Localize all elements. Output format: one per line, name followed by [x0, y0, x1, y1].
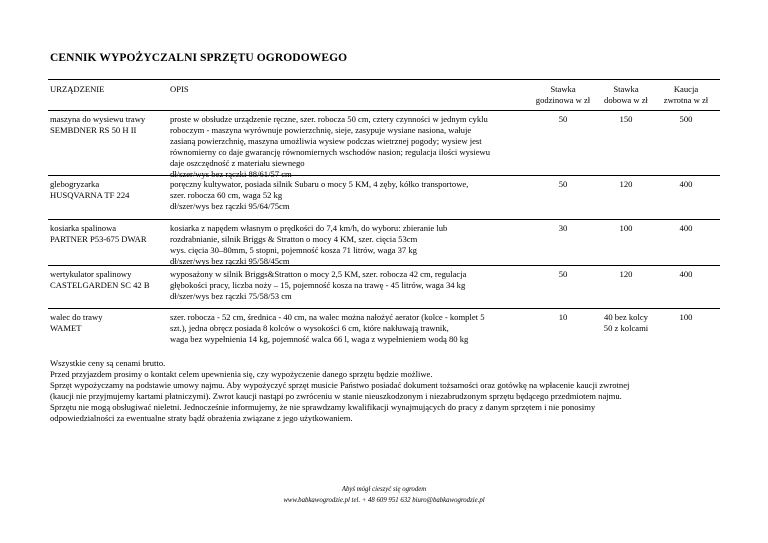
device-name-line: walec do trawy	[50, 312, 103, 322]
device-description-line: waga bez wypełnienia 14 kg, pojemność walca 66 l, waga z wypełnieniem wodą 80 kg	[170, 334, 469, 344]
hourly-rate	[530, 179, 596, 190]
device-description	[170, 179, 468, 212]
device-name-line: kosiarka spalinowa	[50, 223, 117, 233]
hourly-rate-line: 50	[558, 269, 568, 279]
daily-rate-line: 150	[619, 114, 633, 124]
row-divider	[48, 308, 720, 309]
device-description-line: kosiarka z napędem własnym o prędkości do 7,4 km/h, do wyboru: zbieranie lub	[170, 223, 448, 233]
note-line: Wszystkie ceny są cenami brutto.	[50, 358, 166, 368]
footer-tagline: Abyś mógł cieszyć się ogrodem	[341, 486, 427, 493]
device-name	[50, 223, 147, 245]
note-line: Sprzęt wypożyczamy na podstawie umowy najmu. Aby wypożyczyć sprzęt musicie Państwo posiadać dokument tożsamości oraz gotówkę na wpłacenie kaucji zwrotnej	[50, 380, 630, 390]
header-deposit	[656, 84, 716, 106]
header-daily-line2: dobowa w zł	[604, 95, 648, 105]
daily-rate	[596, 223, 656, 234]
table-rule-header	[48, 110, 720, 111]
deposit-amount-line: 400	[679, 269, 693, 279]
device-name-line: glebogryzarka	[50, 179, 100, 189]
row-divider	[48, 265, 720, 266]
device-description-line: szer. robocza - 52 cm, średnica - 40 cm, na walec można nałożyć aerator (kolce - komplet 5	[170, 312, 485, 322]
deposit-amount	[656, 223, 716, 234]
page-title: CENNIK WYPOŻYCZALNI SPRZĘTU OGRODOWEGO	[50, 52, 348, 64]
hourly-rate	[530, 114, 596, 125]
device-description	[170, 312, 485, 345]
header-daily-rate	[596, 84, 656, 106]
daily-rate	[596, 269, 656, 280]
device-description	[170, 223, 447, 267]
hourly-rate-line: 30	[558, 223, 568, 233]
header-deposit-line1: Kaucja	[673, 84, 699, 94]
device-description	[170, 114, 490, 180]
note-line: (kaucji nie przyjmujemy kartami płatniczymi). Zwrot kaucji nastąpi po zwróceniu w stanie nieuszkodzonym i niezabrudzonym sprzętu będącego przedmiotem najmu.	[50, 391, 622, 401]
device-description-line: szt.), jedna obręcz posiada 8 kolców o wysokości 6 cm, które nakłuwają trawnik,	[170, 323, 449, 333]
daily-rate	[596, 114, 656, 125]
header-description: OPIS	[170, 84, 189, 94]
header-hourly-line1: Stawka	[550, 84, 576, 94]
header-device: URZĄDZENIE	[50, 84, 105, 94]
notes	[50, 358, 730, 424]
device-name-line: wertykulator spalinowy	[50, 269, 132, 279]
deposit-amount-line: 500	[679, 114, 693, 124]
hourly-rate-line: 50	[558, 114, 568, 124]
device-description-line: szer. robocza 60 cm, waga 52 kg	[170, 190, 283, 200]
device-name-line: SEMBDNER RS 50 H II	[50, 125, 137, 135]
daily-rate	[596, 312, 656, 334]
device-name	[50, 269, 150, 291]
hourly-rate	[530, 312, 596, 323]
deposit-amount	[656, 312, 716, 323]
device-name-line: maszyna do wysiewu trawy	[50, 114, 146, 124]
footer-contact: www.babkawogrodzie.pl tel. + 48 609 951 632 biuro@babkawogrodzie.pl	[283, 497, 485, 504]
note-line: Przed przyjazdem prosimy o kontakt celem upewnienia się, czy wypożyczenie danego sprzętu będzie możliwe.	[50, 369, 433, 379]
device-name	[50, 179, 129, 201]
daily-rate-line: 100	[619, 223, 633, 233]
device-description-line: rozdrabnianie, silnik Briggs & Stratton o mocy 4 KM, szer. cięcia 53cm	[170, 234, 418, 244]
device-description-line: równomierny co daje gwarancję równomiernych wschodów nasion; regulacja ilości wysiewu	[170, 147, 491, 157]
device-name-line: WAMET	[50, 323, 82, 333]
hourly-rate-line: 10	[558, 312, 568, 322]
header-hourly-line2: godzinowa w zł	[535, 95, 591, 105]
device-description-line: dł/szer/wys bez rączki 88/61/57 cm	[170, 169, 292, 179]
hourly-rate	[530, 269, 596, 280]
note-line: odpowiedzialności za ewentualne straty bądź obrażenia związane z jego użytkowaniem.	[50, 413, 353, 423]
device-description-line: dł/szer/wys bez rączki 75/58/53 cm	[170, 291, 292, 301]
daily-rate	[596, 179, 656, 190]
device-description-line: roboczym - maszyna wyrównuje powierzchnię, sieje, zasypuje wysiane nasiona, wałuje	[170, 125, 472, 135]
deposit-amount-line: 400	[679, 223, 693, 233]
deposit-amount	[656, 269, 716, 280]
row-divider	[48, 175, 720, 176]
hourly-rate	[530, 223, 596, 234]
device-description-line: proste w obsłudze urządzenie ręczne, szer. robocza 50 cm, cztery czynności w jednym cyklu	[170, 114, 488, 124]
header-deposit-line2: zwrotna w zł	[663, 95, 709, 105]
daily-rate-line: 40 bez kolcy	[604, 312, 648, 322]
device-description-line: dł/szer/wys bez rączki 95/64/75cm	[170, 201, 290, 211]
daily-rate-line: 120	[619, 179, 633, 189]
device-description-line: poręczny kultywator, posiada silnik Subaru o mocy 5 KM, 4 zęby, kółko transportowe,	[170, 179, 469, 189]
device-description	[170, 269, 466, 302]
device-name-line: CASTELGARDEN SC 42 B	[50, 280, 150, 290]
device-description-line: zasianą powierzchnię, maszyna umożliwia wysiew podczas wietrznej pogody; wysiew jest	[170, 136, 482, 146]
header-daily-line1: Stawka	[613, 84, 639, 94]
device-description-line: głębokości pracy, liczba noży – 15, pojemność kosza na trawę - 45 litrów, waga 34 kg	[170, 280, 466, 290]
note-line: Sprzętu nie mogą obsługiwać nieletni. Jednocześnie informujemy, że nie sprawdzamy kwalifikacji wynajmujących do pracy z danym sprzętem i nie ponosimy	[50, 402, 596, 412]
device-name	[50, 114, 145, 136]
device-description-line: daje oszczędność z materiału siewnego	[170, 158, 305, 168]
deposit-amount-line: 100	[679, 312, 693, 322]
device-name-line: PARTNER P53-675 DWAR	[50, 234, 147, 244]
device-name	[50, 312, 103, 334]
deposit-amount-line: 400	[679, 179, 693, 189]
table-rule-top	[48, 79, 720, 80]
hourly-rate-line: 50	[558, 179, 568, 189]
device-description-line: wyposażony w silnik Briggs&Stratton o mocy 2,5 KM, szer. robocza 42 cm, regulacja	[170, 269, 467, 279]
device-name-line: HUSQVARNA TF 224	[50, 190, 130, 200]
row-divider	[48, 219, 720, 220]
device-description-line: dł/szer/wys bez rączki 95/58/45cm	[170, 256, 290, 266]
daily-rate-line: 50 z kolcami	[603, 323, 649, 333]
daily-rate-line: 120	[619, 269, 633, 279]
device-description-line: wys. cięcia 30–80mm, 5 stopni, pojemność kosza 71 litrów, waga 37 kg	[170, 245, 417, 255]
deposit-amount	[656, 114, 716, 125]
deposit-amount	[656, 179, 716, 190]
header-hourly-rate	[530, 84, 596, 106]
